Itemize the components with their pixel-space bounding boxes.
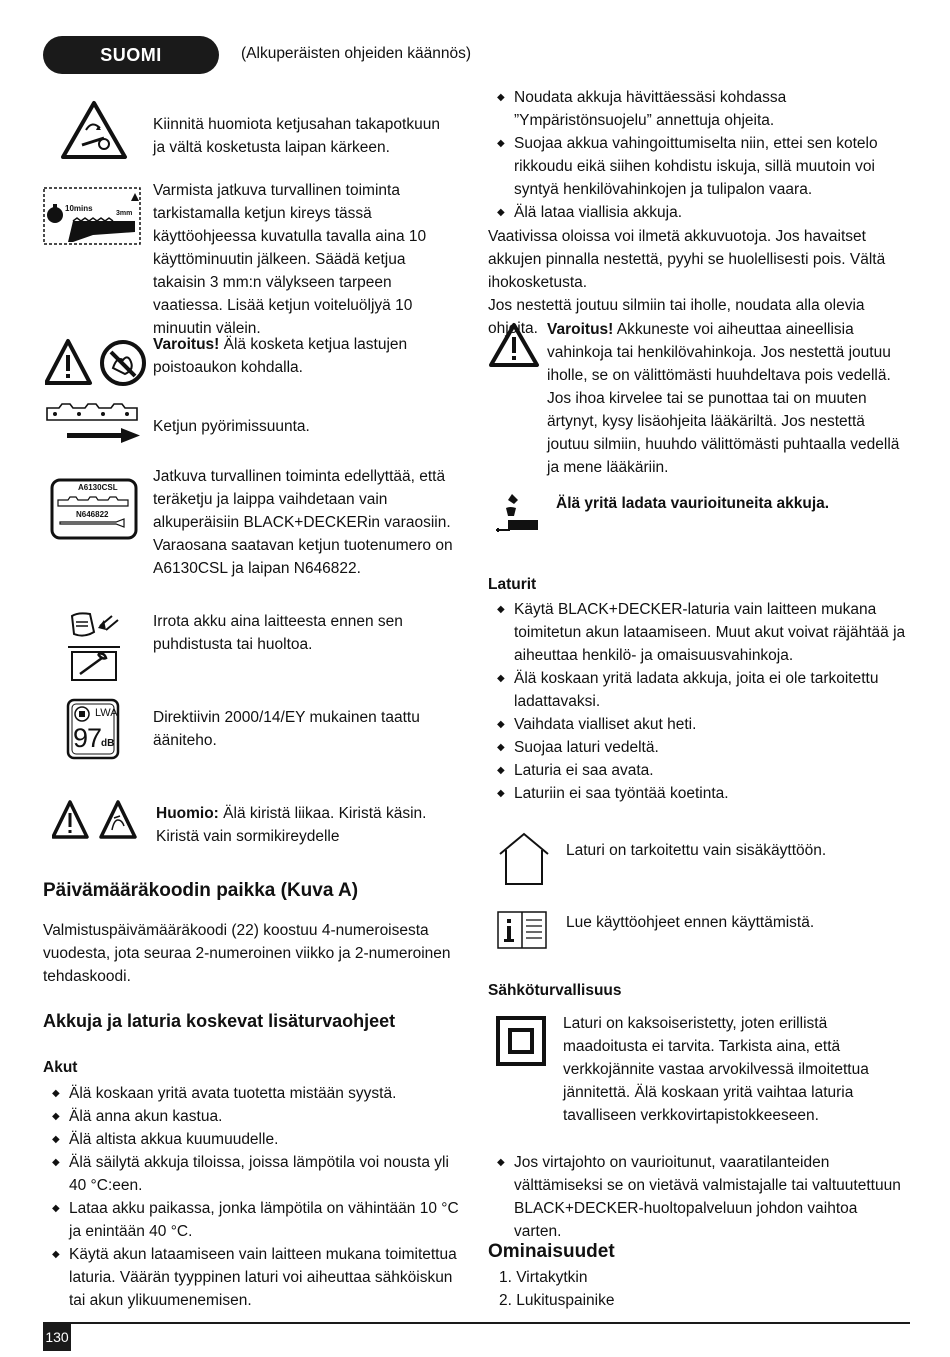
chain-direction-icon [45, 400, 141, 448]
list-item: ◆ Noudata akkuja hävittäessäsi kohdassa ”Ympäristönsuojelu” annettuja ohjeita. [488, 86, 888, 132]
remove-battery-text: Irrota akku aina laitteesta ennen sen puhdistusta tai huoltoa. [153, 613, 403, 653]
hand-tighten-text-block [156, 802, 456, 848]
list-item: 1. Virtakytkin [499, 1269, 588, 1286]
leak-text: Vaativissa oloissa voi ilmetä akkuvuotoja. Jos havaitset akkujen pinnalla nestettä, pyyhi se huolellisesti pois. Vältä ihokosketusta. [488, 228, 886, 291]
list-item: ◆ Älä koskaan yritä avata tuotetta mistään syystä. [43, 1082, 468, 1105]
sound-power-icon [66, 698, 120, 760]
list-item: ◆ Älä altista akkua kuumuudelle. [43, 1128, 468, 1151]
footer-rule [43, 1322, 910, 1324]
list-item: ◆ Käytä akun lataamiseen vain laitteen mukana toimitettua laturia. Väärän tyyppinen laturi voi aiheuttaa sähköiskun tai akun ylikuumenemisen. [43, 1243, 468, 1312]
icon-label-db: dB [101, 738, 115, 749]
damaged-battery-text: Älä yritä ladata vaurioituneita akkuja. [556, 495, 830, 512]
features-list [499, 1266, 899, 1312]
replacement-parts-text: Jatkuva turvallinen toiminta edellyttää, että teräketju ja laippa vaihdetaan vain alkuperäisiin BLACK+DECKERin varaosiin. Varaosana saatavan ketjun tuotenumero on A6130CSL ja laipan N646822. [153, 468, 453, 577]
icon-label-chain-code: A6130CSL [78, 483, 118, 492]
list-item: ◆ Älä anna akun kastua. [43, 1105, 468, 1128]
list-item: ◆ Suojaa akkua vahingoittumiselta niin, ettei sen kotelo rikkoudu eikä siihen kohdistu iskuja, sillä muutoin voi syntyä henkilövahinkojen ja tulipalon vaara. [488, 132, 888, 201]
damaged-battery-icon [494, 492, 544, 536]
no-touch-text: Älä kosketa ketjua lastujen poistoaukon kohdalla. [153, 336, 408, 376]
hand-tighten-text: Älä kiristä liikaa. Kiristä käsin. Kiristä vain sormikireydelle [156, 805, 427, 845]
warning-label: Varoitus! [547, 321, 614, 338]
icon-label-10mins: 10mins [65, 204, 93, 213]
chain-tension-text: Varmista jatkuva turvallinen toiminta tarkistamalla ketjun kireys tässä käyttöohjeessa kuvatulla tavalla aina 10 käyttöminuutin jälkeen. Säädä ketjua takaisin 3 mm:n välykseen tarpeen vaatiessa. Lisää ketjun voiteluöljyä 10 minuutin välein. [153, 182, 427, 337]
list-item: ◆ Laturia ei saa avata. [488, 759, 908, 782]
icon-label-97: 97 [73, 723, 102, 753]
language-label: SUOMI [100, 44, 162, 65]
list-item: ◆ Älä koskaan yritä ladata akkuja, joita ei ole tarkoitettu ladattavaksi. [488, 667, 908, 713]
double-insulation-icon [496, 1016, 546, 1066]
batteries-heading: Akut [43, 1059, 78, 1076]
sound-power-text: Direktiivin 2000/14/EY mukainen taattu ääniteho. [153, 709, 420, 749]
list-item: ◆ Käytä BLACK+DECKER-laturia vain laitteen mukana toimitetun akun lataamiseen. Muut akut voivat räjähtää ja aiheuttaa henkilö- ja omaisuusvahinkoja. [488, 598, 908, 667]
list-item: 2. Lukituspainike [499, 1292, 615, 1309]
leak-warning-block [547, 318, 905, 479]
batteries-list [43, 1082, 468, 1312]
battery-disposal-list [488, 86, 888, 224]
chain-tension-check-icon [43, 187, 143, 247]
chargers-list [488, 598, 908, 805]
date-code-heading: Päivämääräkoodin paikka (Kuva A) [43, 880, 359, 901]
no-touch-chain-icon [45, 338, 155, 386]
replacement-parts-icon [50, 478, 138, 540]
list-item: ◆ Lataa akku paikassa, jonka lämpötila on vähintään 10 °C ja enintään 40 °C. [43, 1197, 468, 1243]
subtitle: (Alkuperäisten ohjeiden käännös) [241, 45, 472, 62]
icon-label-bar-code: N646822 [76, 510, 109, 519]
chargers-heading: Laturit [488, 576, 537, 593]
remove-battery-icon [66, 610, 122, 684]
features-heading: Ominaisuudet [488, 1241, 615, 1262]
battery-safety-heading: Akkuja ja laturia koskevat lisäturvaohjeet [43, 1011, 396, 1031]
icon-label-3mm: 3mm [116, 210, 133, 217]
no-touch-text-block [153, 333, 453, 379]
icon-label-lwa: LWA [95, 707, 118, 719]
list-item: ◆ Jos virtajohto on vaurioitunut, vaaratilanteiden välttämiseksi se on vietävä valmistajalle tai valtuutettuun BLACK+DECKER-huoltopalveluun johdon vaihtoa varten. [488, 1151, 908, 1243]
page-number: 130 [43, 1323, 71, 1351]
notice-label: Huomio: [156, 805, 219, 822]
language-tab [43, 36, 219, 74]
read-manual-icon [496, 910, 548, 952]
list-item: ◆ Laturiin ei saa työntää koetinta. [488, 782, 908, 805]
list-item: ◆ Älä lataa viallisia akkuja. [488, 201, 888, 224]
double-insulated-text: Laturi on kaksoiseristetty, joten erillistä maadoitusta ei tarvita. Tarkista aina, että verkkojännite vastaa arvokilvessä ilmoitettua jännitettä. Älä koskaan yritä vaihtaa laturia tavalliseen verkkovirtapistokkeeseen. [563, 1015, 869, 1124]
indoor-text: Laturi on tarkoitettu vain sisäkäyttöön. [566, 842, 827, 859]
list-item: ◆ Vaihdata vialliset akut heti. [488, 713, 908, 736]
electrical-safety-heading: Sähköturvallisuus [488, 982, 622, 999]
date-code-text: Valmistuspäivämääräkoodi (22) koostuu 4-numeroisesta vuodesta, jota seuraa 2-numeroinen viikko ja 2-numeroinen tehdaskoodi. [43, 922, 451, 985]
warning-label: Varoitus! [153, 336, 220, 353]
kickback-warning-icon [60, 100, 128, 160]
warning-triangle-icon [488, 322, 540, 368]
list-item: ◆ Suojaa laturi vedeltä. [488, 736, 908, 759]
leak-warning-text: Akkuneste voi aiheuttaa aineellisia vahinkoja tai henkilövahinkoja. Jos nestettä joutuu iholle, se on välittömästi huuhdeltava pois vedellä. Jos ihoa kirvelee tai se punottaa tai on muuten ärtynyt, kysy lisäohjeita lääkäriltä. Jos nestettä joutuu silmiin, huuhdo välittömästi puhtaalla vedellä ja mene lääkäriin. [547, 321, 900, 476]
contact-text: Jos nestettä joutuu silmiin tai iholle, noudata alla olevia ohjeita. [488, 297, 865, 337]
chain-direction-text: Ketjun pyörimissuunta. [153, 418, 310, 435]
cord-list [488, 1151, 908, 1243]
list-item: ◆ Älä säilytä akkuja tiloissa, joissa lämpötila voi nousta yli 40 °C:een. [43, 1151, 468, 1197]
manual-text: Lue käyttöohjeet ennen käyttämistä. [566, 914, 815, 931]
kickback-text: Kiinnitä huomiota ketjusahan takapotkuun ja vältä kosketusta laipan kärkeen. [153, 116, 440, 156]
hand-tighten-icon [52, 800, 138, 840]
indoor-use-icon [496, 830, 552, 888]
